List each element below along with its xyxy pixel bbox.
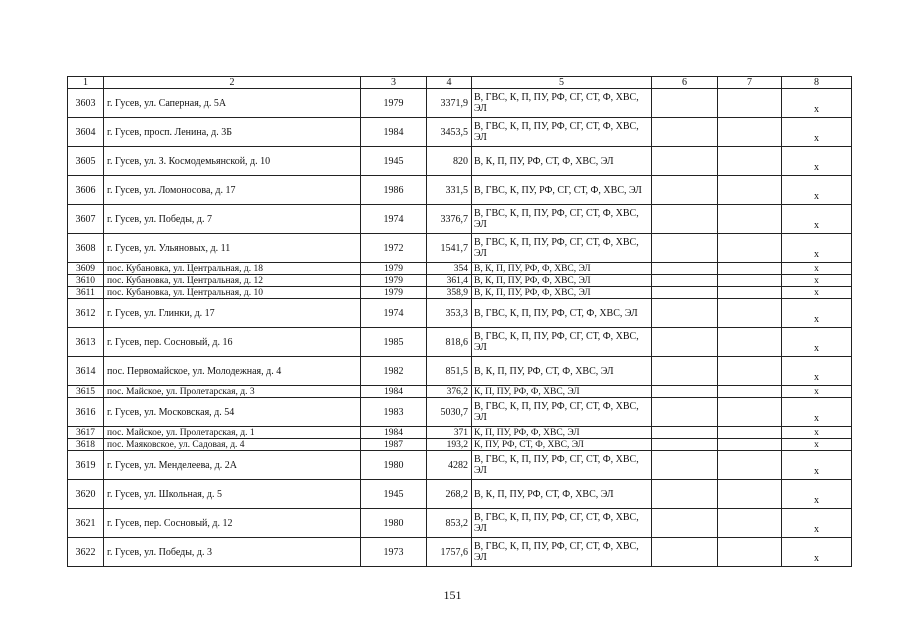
year-built-cell: 1980	[361, 451, 427, 480]
col8-mark-cell: х	[782, 299, 852, 328]
col6-cell	[652, 538, 718, 567]
table-row	[68, 234, 852, 263]
col6-cell	[652, 480, 718, 509]
year-built-cell: 1979	[361, 287, 427, 299]
year-built-cell: 1984	[361, 118, 427, 147]
col6-cell	[652, 451, 718, 480]
year-built-cell: 1979	[361, 89, 427, 118]
table-row	[68, 299, 852, 328]
table-row	[68, 205, 852, 234]
year-built-cell: 1945	[361, 480, 427, 509]
year-built-cell: 1985	[361, 328, 427, 357]
col7-cell	[718, 234, 782, 263]
col7-cell	[718, 176, 782, 205]
col6-cell	[652, 205, 718, 234]
utilities-cell: В, К, П, ПУ, РФ, Ф, ХВС, ЭЛ	[472, 275, 652, 287]
col8-mark-cell: х	[782, 328, 852, 357]
table-row	[68, 439, 852, 451]
address-cell: г. Гусев, пер. Сосновый, д. 16	[104, 328, 361, 357]
col7-cell	[718, 299, 782, 328]
col-header-3: 3	[361, 77, 427, 89]
address-cell: пос. Майское, ул. Пролетарская, д. 1	[104, 427, 361, 439]
address-cell: г. Гусев, ул. Глинки, д. 17	[104, 299, 361, 328]
row-number-cell: 3612	[68, 299, 104, 328]
col-header-2: 2	[104, 77, 361, 89]
col8-mark-cell: х	[782, 439, 852, 451]
utilities-cell: К, П, ПУ, РФ, Ф, ХВС, ЭЛ	[472, 427, 652, 439]
year-built-cell: 1974	[361, 205, 427, 234]
year-built-cell: 1979	[361, 263, 427, 275]
col8-mark-cell: х	[782, 234, 852, 263]
year-built-cell: 1980	[361, 509, 427, 538]
utilities-cell: К, П, ПУ, РФ, Ф, ХВС, ЭЛ	[472, 386, 652, 398]
row-number-cell: 3603	[68, 89, 104, 118]
utilities-cell: В, К, П, ПУ, РФ, Ф, ХВС, ЭЛ	[472, 263, 652, 275]
col6-cell	[652, 299, 718, 328]
address-cell: г. Гусев, ул. Московская, д. 54	[104, 398, 361, 427]
table-body	[68, 77, 852, 567]
year-built-cell: 1982	[361, 357, 427, 386]
year-built-cell: 1972	[361, 234, 427, 263]
area-cell: 1541,7	[427, 234, 472, 263]
year-built-cell: 1984	[361, 427, 427, 439]
address-cell: г. Гусев, ул. Победы, д. 3	[104, 538, 361, 567]
col7-cell	[718, 205, 782, 234]
utilities-cell: В, ГВС, К, П, ПУ, РФ, СГ, СТ, Ф, ХВС, ЭЛ	[472, 118, 652, 147]
col8-mark-cell: х	[782, 357, 852, 386]
row-number-cell: 3614	[68, 357, 104, 386]
table-row	[68, 538, 852, 567]
col7-cell	[718, 275, 782, 287]
col7-cell	[718, 427, 782, 439]
address-cell: г. Гусев, ул. Победы, д. 7	[104, 205, 361, 234]
row-number-cell: 3606	[68, 176, 104, 205]
table-row	[68, 357, 852, 386]
row-number-cell: 3609	[68, 263, 104, 275]
col7-cell	[718, 328, 782, 357]
utilities-cell: В, ГВС, К, П, ПУ, РФ, СГ, СТ, Ф, ХВС, ЭЛ	[472, 538, 652, 567]
year-built-cell: 1974	[361, 299, 427, 328]
area-cell: 4282	[427, 451, 472, 480]
row-number-cell: 3607	[68, 205, 104, 234]
col8-mark-cell: х	[782, 509, 852, 538]
table-row	[68, 328, 852, 357]
row-number-cell: 3617	[68, 427, 104, 439]
col6-cell	[652, 398, 718, 427]
row-number-cell: 3604	[68, 118, 104, 147]
col6-cell	[652, 427, 718, 439]
address-cell: пос. Майское, ул. Пролетарская, д. 3	[104, 386, 361, 398]
table-row	[68, 480, 852, 509]
row-number-cell: 3621	[68, 509, 104, 538]
header-row	[68, 77, 852, 89]
address-cell: пос. Кубановка, ул. Центральная, д. 12	[104, 275, 361, 287]
table-row	[68, 427, 852, 439]
address-cell: пос. Маяковское, ул. Садовая, д. 4	[104, 439, 361, 451]
utilities-cell: В, К, П, ПУ, РФ, Ф, ХВС, ЭЛ	[472, 287, 652, 299]
col6-cell	[652, 287, 718, 299]
col-header-8: 8	[782, 77, 852, 89]
col6-cell	[652, 509, 718, 538]
area-cell: 3376,7	[427, 205, 472, 234]
col6-cell	[652, 89, 718, 118]
row-number-cell: 3615	[68, 386, 104, 398]
utilities-cell: К, ПУ, РФ, СТ, Ф, ХВС, ЭЛ	[472, 439, 652, 451]
area-cell: 820	[427, 147, 472, 176]
utilities-cell: В, ГВС, К, П, ПУ, РФ, СГ, СТ, Ф, ХВС, ЭЛ	[472, 328, 652, 357]
row-number-cell: 3618	[68, 439, 104, 451]
table-row	[68, 398, 852, 427]
col6-cell	[652, 275, 718, 287]
table-row	[68, 275, 852, 287]
utilities-cell: В, ГВС, К, П, ПУ, РФ, СГ, СТ, Ф, ХВС, ЭЛ	[472, 509, 652, 538]
area-cell: 853,2	[427, 509, 472, 538]
col-header-7: 7	[718, 77, 782, 89]
col8-mark-cell: х	[782, 287, 852, 299]
col7-cell	[718, 118, 782, 147]
area-cell: 268,2	[427, 480, 472, 509]
table-row	[68, 386, 852, 398]
utilities-cell: В, ГВС, К, П, ПУ, РФ, СГ, СТ, Ф, ХВС, ЭЛ	[472, 451, 652, 480]
area-cell: 851,5	[427, 357, 472, 386]
col7-cell	[718, 357, 782, 386]
utilities-cell: В, ГВС, К, П, ПУ, РФ, СГ, СТ, Ф, ХВС, ЭЛ	[472, 398, 652, 427]
address-cell: г. Гусев, ул. Саперная, д. 5А	[104, 89, 361, 118]
col8-mark-cell: х	[782, 398, 852, 427]
area-cell: 376,2	[427, 386, 472, 398]
col6-cell	[652, 234, 718, 263]
row-number-cell: 3605	[68, 147, 104, 176]
utilities-cell: В, К, П, ПУ, РФ, СТ, Ф, ХВС, ЭЛ	[472, 480, 652, 509]
utilities-cell: В, ГВС, К, П, ПУ, РФ, СГ, СТ, Ф, ХВС, ЭЛ	[472, 89, 652, 118]
area-cell: 371	[427, 427, 472, 439]
utilities-cell: В, К, П, ПУ, РФ, СТ, Ф, ХВС, ЭЛ	[472, 357, 652, 386]
table-row	[68, 451, 852, 480]
row-number-cell: 3610	[68, 275, 104, 287]
area-cell: 358,9	[427, 287, 472, 299]
address-cell: пос. Кубановка, ул. Центральная, д. 18	[104, 263, 361, 275]
table-row	[68, 176, 852, 205]
col7-cell	[718, 480, 782, 509]
col6-cell	[652, 328, 718, 357]
col7-cell	[718, 147, 782, 176]
year-built-cell: 1987	[361, 439, 427, 451]
utilities-cell: В, ГВС, К, П, ПУ, РФ, СТ, Ф, ХВС, ЭЛ	[472, 299, 652, 328]
col7-cell	[718, 451, 782, 480]
col8-mark-cell: х	[782, 89, 852, 118]
col-header-1: 1	[68, 77, 104, 89]
col6-cell	[652, 263, 718, 275]
col8-mark-cell: х	[782, 176, 852, 205]
table-row	[68, 509, 852, 538]
address-cell: пос. Первомайское, ул. Молодежная, д. 4	[104, 357, 361, 386]
address-cell: г. Гусев, просп. Ленина, д. 3Б	[104, 118, 361, 147]
col6-cell	[652, 439, 718, 451]
area-cell: 5030,7	[427, 398, 472, 427]
address-cell: г. Гусев, ул. Ломоносова, д. 17	[104, 176, 361, 205]
housing-registry-table	[67, 76, 852, 567]
col6-cell	[652, 357, 718, 386]
col7-cell	[718, 439, 782, 451]
col8-mark-cell: х	[782, 480, 852, 509]
table-row	[68, 147, 852, 176]
address-cell: г. Гусев, пер. Сосновый, д. 12	[104, 509, 361, 538]
year-built-cell: 1979	[361, 275, 427, 287]
year-built-cell: 1983	[361, 398, 427, 427]
year-built-cell: 1984	[361, 386, 427, 398]
col7-cell	[718, 509, 782, 538]
col6-cell	[652, 118, 718, 147]
col8-mark-cell: х	[782, 205, 852, 234]
col8-mark-cell: х	[782, 118, 852, 147]
utilities-cell: В, ГВС, К, ПУ, РФ, СГ, СТ, Ф, ХВС, ЭЛ	[472, 176, 652, 205]
area-cell: 361,4	[427, 275, 472, 287]
col8-mark-cell: х	[782, 263, 852, 275]
year-built-cell: 1973	[361, 538, 427, 567]
year-built-cell: 1986	[361, 176, 427, 205]
col8-mark-cell: х	[782, 427, 852, 439]
utilities-cell: В, ГВС, К, П, ПУ, РФ, СГ, СТ, Ф, ХВС, ЭЛ	[472, 234, 652, 263]
col-header-6: 6	[652, 77, 718, 89]
area-cell: 353,3	[427, 299, 472, 328]
document-table-container	[67, 76, 851, 567]
col-header-5: 5	[472, 77, 652, 89]
row-number-cell: 3620	[68, 480, 104, 509]
row-number-cell: 3608	[68, 234, 104, 263]
row-number-cell: 3619	[68, 451, 104, 480]
row-number-cell: 3613	[68, 328, 104, 357]
utilities-cell: В, К, П, ПУ, РФ, СТ, Ф, ХВС, ЭЛ	[472, 147, 652, 176]
col6-cell	[652, 386, 718, 398]
col7-cell	[718, 263, 782, 275]
table-row	[68, 89, 852, 118]
table-row	[68, 263, 852, 275]
area-cell: 331,5	[427, 176, 472, 205]
col7-cell	[718, 538, 782, 567]
col7-cell	[718, 287, 782, 299]
area-cell: 193,2	[427, 439, 472, 451]
address-cell: г. Гусев, ул. Менделеева, д. 2А	[104, 451, 361, 480]
address-cell: г. Гусев, ул. Школьная, д. 5	[104, 480, 361, 509]
col6-cell	[652, 176, 718, 205]
table-row	[68, 287, 852, 299]
col-header-4: 4	[427, 77, 472, 89]
row-number-cell: 3616	[68, 398, 104, 427]
area-cell: 354	[427, 263, 472, 275]
row-number-cell: 3622	[68, 538, 104, 567]
area-cell: 818,6	[427, 328, 472, 357]
col8-mark-cell: х	[782, 275, 852, 287]
col7-cell	[718, 398, 782, 427]
col6-cell	[652, 147, 718, 176]
year-built-cell: 1945	[361, 147, 427, 176]
address-cell: г. Гусев, ул. З. Космодемьянской, д. 10	[104, 147, 361, 176]
table-row	[68, 118, 852, 147]
col8-mark-cell: х	[782, 538, 852, 567]
utilities-cell: В, ГВС, К, П, ПУ, РФ, СГ, СТ, Ф, ХВС, ЭЛ	[472, 205, 652, 234]
col7-cell	[718, 386, 782, 398]
area-cell: 1757,6	[427, 538, 472, 567]
page-number: 151	[443, 588, 462, 602]
col7-cell	[718, 89, 782, 118]
col8-mark-cell: х	[782, 147, 852, 176]
area-cell: 3371,9	[427, 89, 472, 118]
col8-mark-cell: х	[782, 386, 852, 398]
col8-mark-cell: х	[782, 451, 852, 480]
row-number-cell: 3611	[68, 287, 104, 299]
address-cell: пос. Кубановка, ул. Центральная, д. 10	[104, 287, 361, 299]
area-cell: 3453,5	[427, 118, 472, 147]
address-cell: г. Гусев, ул. Ульяновых, д. 11	[104, 234, 361, 263]
